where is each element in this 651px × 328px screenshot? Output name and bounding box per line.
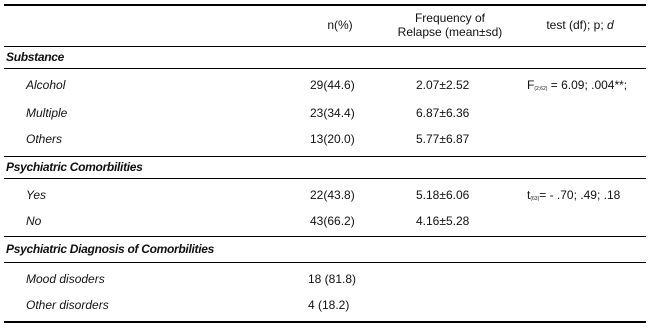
row-n-other-disorders: 4 (18.2) (308, 298, 350, 312)
row-label-alcohol: Alcohol (26, 78, 66, 92)
row-freq-others: 5.77±6.87 (416, 132, 470, 146)
test-df-f: (2;62) (534, 86, 548, 92)
row-freq-alcohol: 2.07±2.52 (416, 78, 470, 92)
table-top-rule (4, 4, 646, 6)
row-test-alcohol (527, 78, 627, 96)
row-n-others: 13(20.0) (310, 132, 355, 146)
row-freq-no: 4.16±5.28 (416, 214, 470, 228)
row-freq-multiple: 6.87±6.36 (416, 106, 470, 120)
header-test-label: test (df); p; (546, 18, 607, 32)
test-df-t: (63) (530, 196, 540, 202)
section-rule-psy-top (4, 156, 646, 157)
header-frequency-line1: Frequency of (414, 11, 486, 25)
section-title-diagnosis: Psychiatric Diagnosis of Comorbilities (6, 242, 214, 256)
row-n-mood-disorders: 18 (81.8) (308, 272, 357, 286)
section-title-comorbilities: Psychiatric Comorbilities (6, 160, 143, 174)
row-test-yes (527, 188, 620, 206)
row-label-mood-disorders: Mood disoders (26, 272, 105, 286)
header-test-d: d (607, 18, 614, 32)
table-bottom-rule (4, 321, 646, 323)
header-n-percent: n(%) (327, 18, 353, 32)
row-n-multiple: 23(34.4) (310, 106, 355, 120)
test-stat-f: F (527, 78, 535, 92)
section-rule-diag-bottom (4, 262, 646, 263)
test-values-f: = 6.09; .004**; (547, 78, 628, 92)
row-label-no: No (26, 214, 42, 228)
section-rule-substance (4, 68, 646, 69)
header-bottom-rule (4, 46, 646, 47)
section-rule-psy-bottom (4, 178, 646, 179)
row-n-yes: 22(43.8) (310, 188, 355, 202)
row-label-other-disorders: Other disorders (26, 298, 109, 312)
row-label-yes: Yes (26, 188, 47, 202)
header-frequency-line2: Relapse (mean±sd) (397, 25, 503, 39)
section-rule-diag-top (4, 236, 646, 237)
row-freq-yes: 5.18±6.06 (416, 188, 470, 202)
row-label-multiple: Multiple (26, 106, 68, 120)
test-values-t: = - .70; .49; .18 (539, 188, 621, 202)
row-n-alcohol: 29(44.6) (310, 78, 355, 92)
row-n-no: 43(66.2) (310, 214, 355, 228)
test-stat-t: t (527, 188, 531, 202)
section-title-substance: Substance (6, 50, 64, 64)
header-test (515, 18, 645, 32)
row-label-others: Others (26, 132, 63, 146)
